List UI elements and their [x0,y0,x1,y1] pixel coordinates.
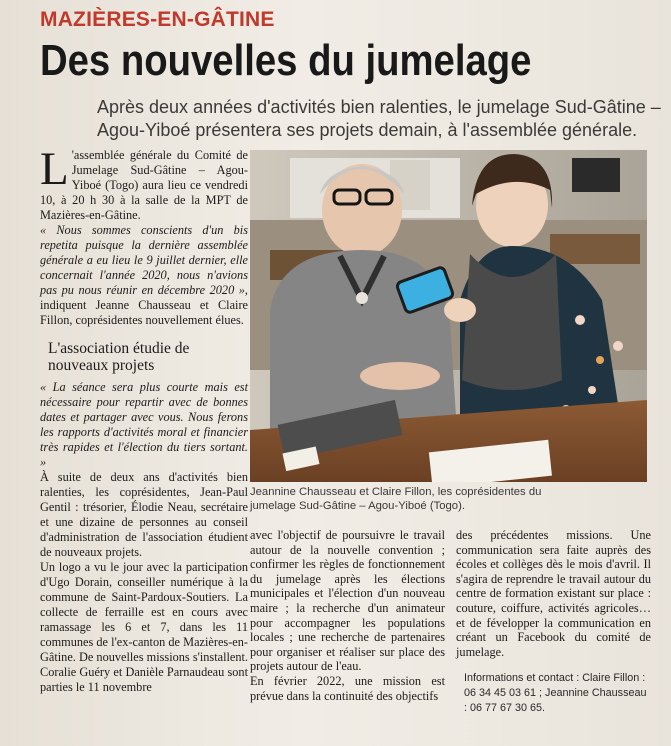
quote-paragraph-2: « La séance sera plus courte mais est nécessaire pour repartir avec de bonnes dates et partager avec vous. Nous ferons les rapports d'activités moral et financier très rapides et l'élection du tiers sortant. » [40,380,248,469]
drop-cap: L [40,143,69,195]
column-right [456,528,651,716]
body-paragraph: À suite de deux ans d'activités bien ralenties, les coprésidentes, Jean-Paul Gentil : trésorier, Élodie Neau, secrétaire et une dizaine de personnes au conseil d'administration de l'association étudient de nouveaux projets. [40,470,248,559]
headline: Des nouvelles du jumelage [40,36,532,85]
location-kicker: MAZIÈRES-EN-GÂTINE [40,8,275,31]
article-photo [250,150,647,482]
contact-info: Informations et contact : Claire Fillon : 06 34 45 03 61 ; Jeannine Chausseau : 06 77 67 30 65. [464,672,647,715]
attribution-text: , indiquent Jeanne Chausseau et Claire Fillon, coprésidentes nouvellement élues. [40,283,248,327]
body-paragraph: des précédentes missions. Une communication sera faite auprès des écoles et collèges dès le mois d'avril. Il s'agira de reprendre le travail autour du centre de formation existant sur place : couture, coiffure, activités agricoles… et de févelopper la communication en créant un Facebook du comité de jumelage. [456,528,651,659]
column-middle [250,528,445,703]
column-left [40,143,248,695]
standfirst: Après deux années d'activités bien ralenties, le jumelage Sud-Gâtine – Agou-Yiboé présentera ses projets demain, à l'assemblée générale. [97,97,661,140]
photo-illustration [250,150,647,482]
body-paragraph: Un logo a vu le jour avec la participation d'Ugo Dorain, conseiller numérique à la commune de Saint-Pardoux-Soutiers. La collecte de ferraille est en cours avec ramassage les 6 et 7, dans les 11 communes de l'ex-canton de Mazières-en-Gâtine. De nouvelles missions s'installent. Coralie Guéry et Danièle Parnaudeau sont parties le 11 novembre [40,560,248,694]
body-paragraph: avec l'objectif de poursuivre le travail autour de la nouvelle convention ; confirmer les règles de fonctionnement du jumelage après les élections municipales et l'élection d'un nouveau maire ; la recherche d'un animateur pour accompagner les populations locales ; une recherche de partenaires pour organiser et réaliser sur place des projets autour de l'eau. [250,528,445,674]
subheading: L'association étudie de nouveaux projets [48,340,190,374]
photo-caption: Jeannine Chausseau et Claire Fillon, les coprésidentes du jumelage Sud-Gâtine – Agou-Yiboé (Togo). [250,486,542,512]
intro-text: 'assemblée générale du Comité de Jumelage Sud-Gâtine – Agou-Yiboé (Togo) aura lieu ce vendredi 10, à 20 h 30 à la salle de la MPT de Mazières-en-Gâtine. [40,148,248,222]
body-paragraph: En février 2022, une mission est prévue dans la continuité des objectifs [250,673,445,703]
quote-paragraph [40,223,248,328]
quote-text: « Nous sommes conscients d'un bis repetita puisque la dernière assemblée générale a eu lieu le 9 juillet dernier, elle concernait l'année 2020, nous n'avions pas pu nous réunir en décembre 2020 » [40,223,248,297]
intro-paragraph [40,143,248,223]
